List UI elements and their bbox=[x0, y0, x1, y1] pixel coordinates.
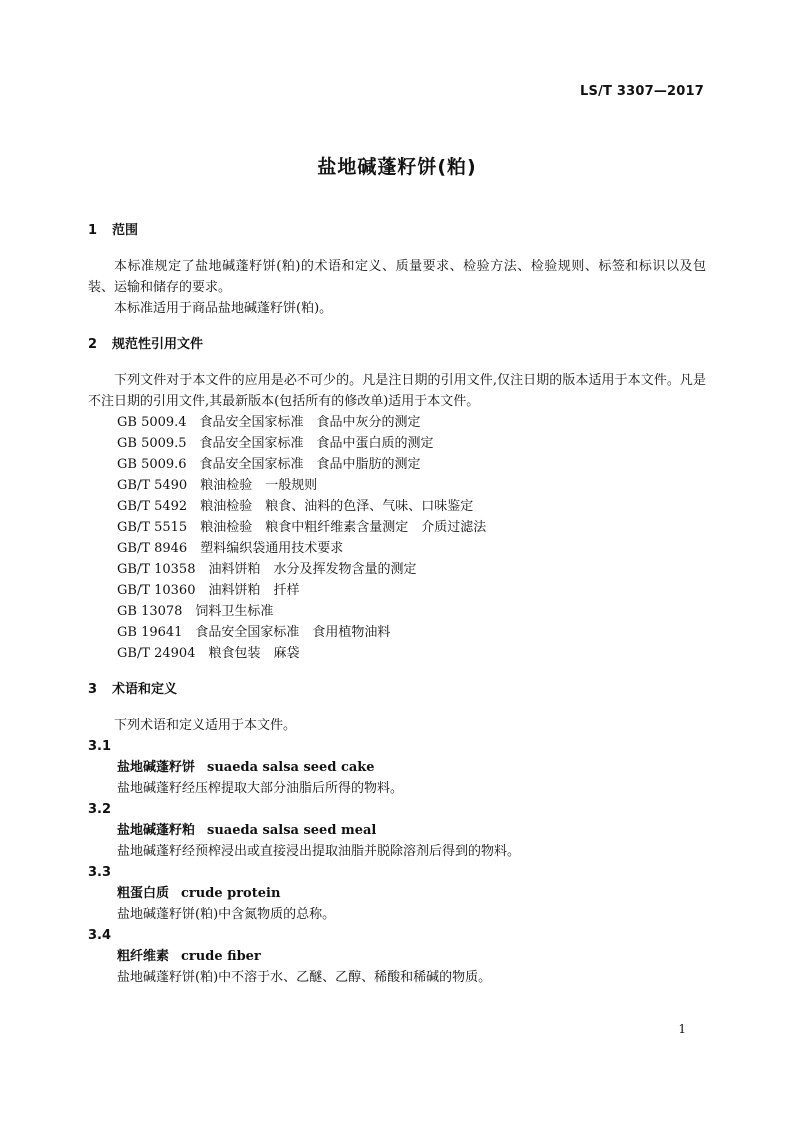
reference-item: GB 13078 饲料卫生标准 bbox=[117, 604, 274, 619]
term-heading bbox=[88, 946, 706, 967]
section-title: 范围 bbox=[112, 223, 139, 238]
term-chinese: 盐地碱蓬籽饼 bbox=[117, 760, 196, 775]
reference-item: GB/T 24904 粮食包装 麻袋 bbox=[117, 646, 300, 661]
document-title: 盐地碱蓬籽饼(粕) bbox=[317, 156, 477, 178]
scope-paragraph-2: 本标准适用于商品盐地碱蓬籽饼(粕)。 bbox=[114, 301, 333, 316]
page-number: 1 bbox=[678, 1022, 686, 1036]
term-heading bbox=[88, 757, 706, 778]
term-chinese: 粗纤维素 bbox=[117, 949, 170, 964]
section-title: 规范性引用文件 bbox=[112, 337, 204, 352]
term-english: suaeda salsa seed meal bbox=[207, 823, 377, 838]
term-heading bbox=[88, 820, 706, 841]
scope-paragraph-1: 本标准规定了盐地碱蓬籽饼(粕)的术语和定义、质量要求、检验方法、检验规则、标签和标识以及包装、运输和储存的要求。 bbox=[88, 259, 706, 295]
term-definition: 盐地碱蓬籽饼(粕)中含氮物质的总称。 bbox=[117, 907, 336, 922]
term-english: suaeda salsa seed cake bbox=[207, 760, 375, 775]
term-definition: 盐地碱蓬籽经预榨浸出或直接浸出提取油脂并脱除溶剂后得到的物料。 bbox=[117, 844, 521, 859]
term-number: 3.4 bbox=[88, 928, 112, 943]
term-heading bbox=[88, 883, 706, 904]
term-definition: 盐地碱蓬籽经压榨提取大部分油脂后所得的物料。 bbox=[117, 781, 404, 796]
section-number: 2 bbox=[88, 337, 98, 352]
document-body bbox=[88, 220, 706, 988]
term-number: 3.3 bbox=[88, 865, 112, 880]
reference-list bbox=[88, 412, 706, 664]
section-number: 3 bbox=[88, 682, 98, 697]
standard-code: LS/T 3307—2017 bbox=[580, 84, 704, 99]
section-number: 1 bbox=[88, 223, 98, 238]
section-heading-terms-definitions bbox=[88, 679, 706, 700]
term-number: 3.2 bbox=[88, 802, 112, 817]
section-heading-scope bbox=[88, 220, 706, 241]
reference-item: GB/T 5515 粮油检验 粮食中粗纤维素含量测定 介质过滤法 bbox=[117, 520, 487, 535]
term-english: crude fiber bbox=[181, 949, 261, 964]
term-english: crude protein bbox=[181, 886, 281, 901]
reference-item: GB/T 10360 油料饼粕 扦样 bbox=[117, 583, 300, 598]
reference-item: GB 19641 食品安全国家标准 食用植物油料 bbox=[117, 625, 391, 640]
term-definition: 盐地碱蓬籽饼(粕)中不溶于水、乙醚、乙醇、稀酸和稀碱的物质。 bbox=[117, 970, 492, 985]
reference-item: GB 5009.5 食品安全国家标准 食品中蛋白质的测定 bbox=[117, 436, 434, 451]
reference-item: GB/T 5490 粮油检验 一般规则 bbox=[117, 478, 318, 493]
section-heading-normative-references bbox=[88, 334, 706, 355]
reference-item: GB 5009.6 食品安全国家标准 食品中脂肪的测定 bbox=[117, 457, 421, 472]
term-chinese: 盐地碱蓬籽粕 bbox=[117, 823, 196, 838]
reference-item: GB 5009.4 食品安全国家标准 食品中灰分的测定 bbox=[117, 415, 421, 430]
term-number: 3.1 bbox=[88, 739, 112, 754]
reference-item: GB/T 10358 油料饼粕 水分及挥发物含量的测定 bbox=[117, 562, 417, 577]
term-chinese: 粗蛋白质 bbox=[117, 886, 170, 901]
reference-item: GB/T 8946 塑料编织袋通用技术要求 bbox=[117, 541, 344, 556]
section-title: 术语和定义 bbox=[112, 682, 178, 697]
terms-intro-paragraph: 下列术语和定义适用于本文件。 bbox=[114, 718, 297, 733]
references-intro-paragraph: 下列文件对于本文件的应用是必不可少的。凡是注日期的引用文件,仅注日期的版本适用于本文件。凡是不注日期的引用文件,其最新版本(包括所有的修改单)适用于本文件。 bbox=[88, 373, 706, 409]
reference-item: GB/T 5492 粮油检验 粮食、油料的色泽、气味、口味鉴定 bbox=[117, 499, 474, 514]
